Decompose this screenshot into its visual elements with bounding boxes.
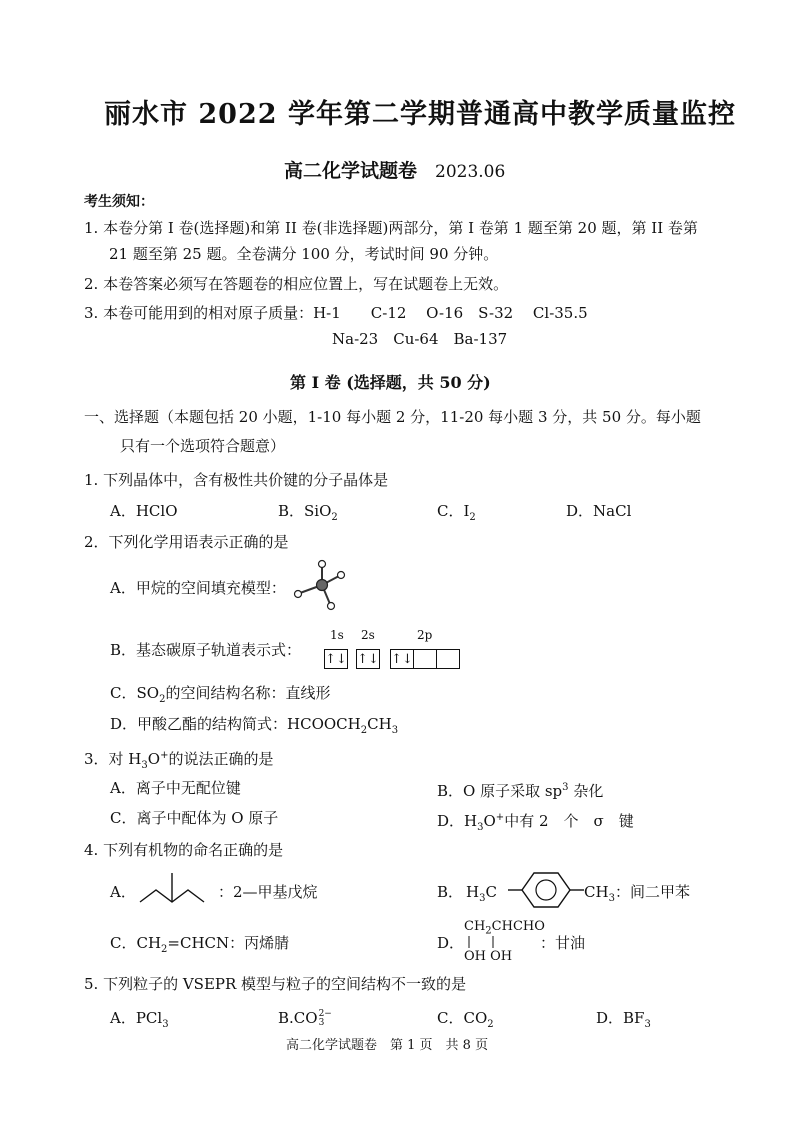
q2-option-a: A．甲烷的空间填充模型： — [110, 579, 286, 597]
subtitle-text: 高二化学试题卷 — [284, 160, 418, 182]
section-intro-cont: 只有一个选项符合题意） — [120, 437, 286, 455]
q5-option-a — [110, 1008, 169, 1035]
q3-stem-post: 的说法正确的是 — [168, 750, 274, 768]
section-title: 第 I 卷 (选择题，共 50 分) — [290, 373, 491, 392]
q5-b-charge: 2− — [318, 1009, 332, 1019]
q3-option-c: C．离子中配体为 O 原子 — [110, 809, 279, 827]
q1-option-d: D．NaCl — [566, 502, 632, 520]
q2-option-c — [110, 683, 330, 710]
q3-d-sup: + — [495, 812, 505, 823]
q1-option-c — [437, 501, 476, 528]
page-footer: 高二化学试题卷 第 1 页 共 8 页 — [286, 1038, 489, 1053]
q3-option-a: A．离子中无配位键 — [110, 779, 241, 797]
q4-b-right-name: ：间二甲苯 — [614, 883, 690, 901]
q5-c-text: C．CO — [437, 1009, 488, 1027]
q5-option-d — [596, 1008, 651, 1035]
q2-d-sub2: 3 — [391, 725, 399, 736]
q1-option-b — [278, 501, 338, 528]
page-title: 丽水市 2022 学年第二学期普通高中教学质量监控 — [104, 99, 736, 130]
q3-d-post: 中有 2 个 σ 键 — [504, 812, 634, 830]
q3-d-mid: O — [483, 812, 496, 830]
q1-b-sub: 2 — [331, 512, 338, 523]
q2-c-post: 的空间结构名称：直线形 — [165, 684, 331, 702]
q5-b-sub: 3 — [318, 1018, 325, 1028]
q1-c-sub: 2 — [469, 512, 476, 523]
notice-heading: 考生须知： — [84, 194, 154, 210]
q4-b-right-sub: 3 — [608, 893, 615, 904]
q4-c-post: =CHCN：丙烯腈 — [167, 934, 290, 952]
q3-d-pre: D．H — [437, 812, 478, 830]
q4-a-label: A． — [110, 883, 136, 901]
q5-b-scripts — [319, 1010, 332, 1028]
q5-b-ion: CO — [293, 1009, 318, 1027]
q4-d-top-ch: CH — [464, 919, 486, 934]
q4-stem: 4. 下列有机物的命名正确的是 — [84, 841, 284, 859]
q2-d-sub: 2 — [360, 725, 368, 736]
q1-option-a: A．HClO — [110, 502, 178, 520]
orbital-box-2p-2 — [413, 649, 437, 669]
orbital-label-2p: 2p — [417, 628, 433, 642]
orbital-label-2s: 2s — [361, 628, 375, 642]
xylene-ring-image — [508, 869, 588, 911]
q3-stem-sup: + — [160, 750, 169, 761]
q2-c-sub: 2 — [159, 694, 166, 705]
q1-b-text: B．SiO — [278, 502, 332, 520]
q5-d-text: D．BF — [596, 1009, 645, 1027]
q4-b-right — [584, 882, 690, 909]
q5-stem: 5. 下列粒子的 VSEPR 模型与粒子的空间结构不一致的是 — [84, 975, 467, 993]
orbital-box-2s: ↑↓ — [356, 649, 380, 669]
q3-b-post: 杂化 — [568, 782, 604, 800]
q4-a-name: ：2—甲基戊烷 — [218, 883, 318, 901]
q2-d-post: CH — [367, 715, 392, 733]
q4-d-top-rest: CHCHO — [491, 919, 545, 934]
q2-d-pre: D．甲酸乙酯的结构简式：HCOOCH — [110, 715, 361, 733]
q3-option-d — [437, 808, 634, 838]
exam-date: 2023.06 — [435, 162, 506, 182]
methane-model-image — [292, 556, 346, 612]
q4-b-label: B． — [437, 883, 464, 901]
notice-item-1: 1. 本卷分第 I 卷(选择题)和第 II 卷(非选择题)两部分，第 I 卷第 1 题至第 20 题，第 II 卷第 — [84, 219, 698, 237]
orbital-box-2p-1: ↑↓ — [390, 649, 414, 669]
q3-stem-sub: 3 — [141, 760, 148, 771]
q2-c-pre: C．SO — [110, 684, 160, 702]
notice-item-3-cont: Na-23 Cu-64 Ba-137 — [332, 330, 508, 348]
q4-d-bottom: OH OH — [464, 949, 513, 964]
q5-a-text: A．PCl — [110, 1009, 163, 1027]
orbital-box-2p-3 — [436, 649, 460, 669]
q5-d-sub: 3 — [644, 1019, 651, 1030]
orbital-box-1s: ↑↓ — [324, 649, 348, 669]
notice-item-2: 2. 本卷答案必须写在答题卷的相应位置上，写在试题卷上无效。 — [84, 275, 509, 293]
q3-d-sub: 3 — [477, 822, 484, 833]
q3-b-pre: B．O 原子采取 sp — [437, 782, 563, 800]
q4-option-c — [110, 933, 289, 960]
q5-option-c — [437, 1008, 494, 1035]
q3-stem-mid: O — [147, 750, 161, 768]
q4-b-left — [466, 882, 497, 909]
q3-stem-pre: 3．对 H — [84, 750, 142, 768]
methylpentane-skeleton-image — [138, 870, 218, 906]
q4-b-left-h: H — [466, 883, 480, 901]
q3-option-b — [437, 778, 603, 801]
q5-b-label: B. — [278, 1009, 294, 1027]
q2-option-d — [110, 714, 398, 741]
q4-b-left-c: C — [485, 883, 497, 901]
glycerol-bonds-image — [466, 936, 506, 950]
notice-item-3: 3. 本卷可能用到的相对原子质量：H-1 C-12 O-16 S-32 Cl-35.5 — [84, 304, 588, 322]
q4-d-name: ：甘油 — [540, 934, 586, 952]
section-intro: 一、选择题（本题包括 20 小题，1-10 每小题 2 分，11-20 每小题 3 分，共 50 分。每小题 — [84, 408, 701, 426]
q4-c-pre: C．CH — [110, 934, 162, 952]
q2-option-b: B．基态碳原子轨道表示式： — [110, 641, 302, 659]
q5-option-b — [278, 1008, 332, 1028]
notice-item-1-cont: 21 题至第 25 题。全卷满分 100 分，考试时间 90 分钟。 — [109, 245, 499, 263]
exam-subtitle — [284, 156, 505, 183]
q1-c-text: C．I — [437, 502, 470, 520]
q4-b-right-ch: CH — [584, 883, 609, 901]
q3-stem — [84, 746, 274, 776]
q4-d-top-sub: 2 — [485, 925, 492, 937]
orbital-label-1s: 1s — [330, 628, 344, 642]
q4-c-sub: 2 — [161, 944, 168, 955]
q2-stem: 2．下列化学用语表示正确的是 — [84, 533, 289, 551]
q4-b-left-sub: 3 — [479, 893, 486, 904]
q5-a-sub: 3 — [162, 1019, 169, 1030]
q3-b-sup: 3 — [562, 782, 569, 793]
q5-c-sub: 2 — [487, 1019, 494, 1030]
q1-stem: 1. 下列晶体中，含有极性共价键的分子晶体是 — [84, 471, 389, 489]
q4-d-label: D． — [437, 934, 465, 952]
